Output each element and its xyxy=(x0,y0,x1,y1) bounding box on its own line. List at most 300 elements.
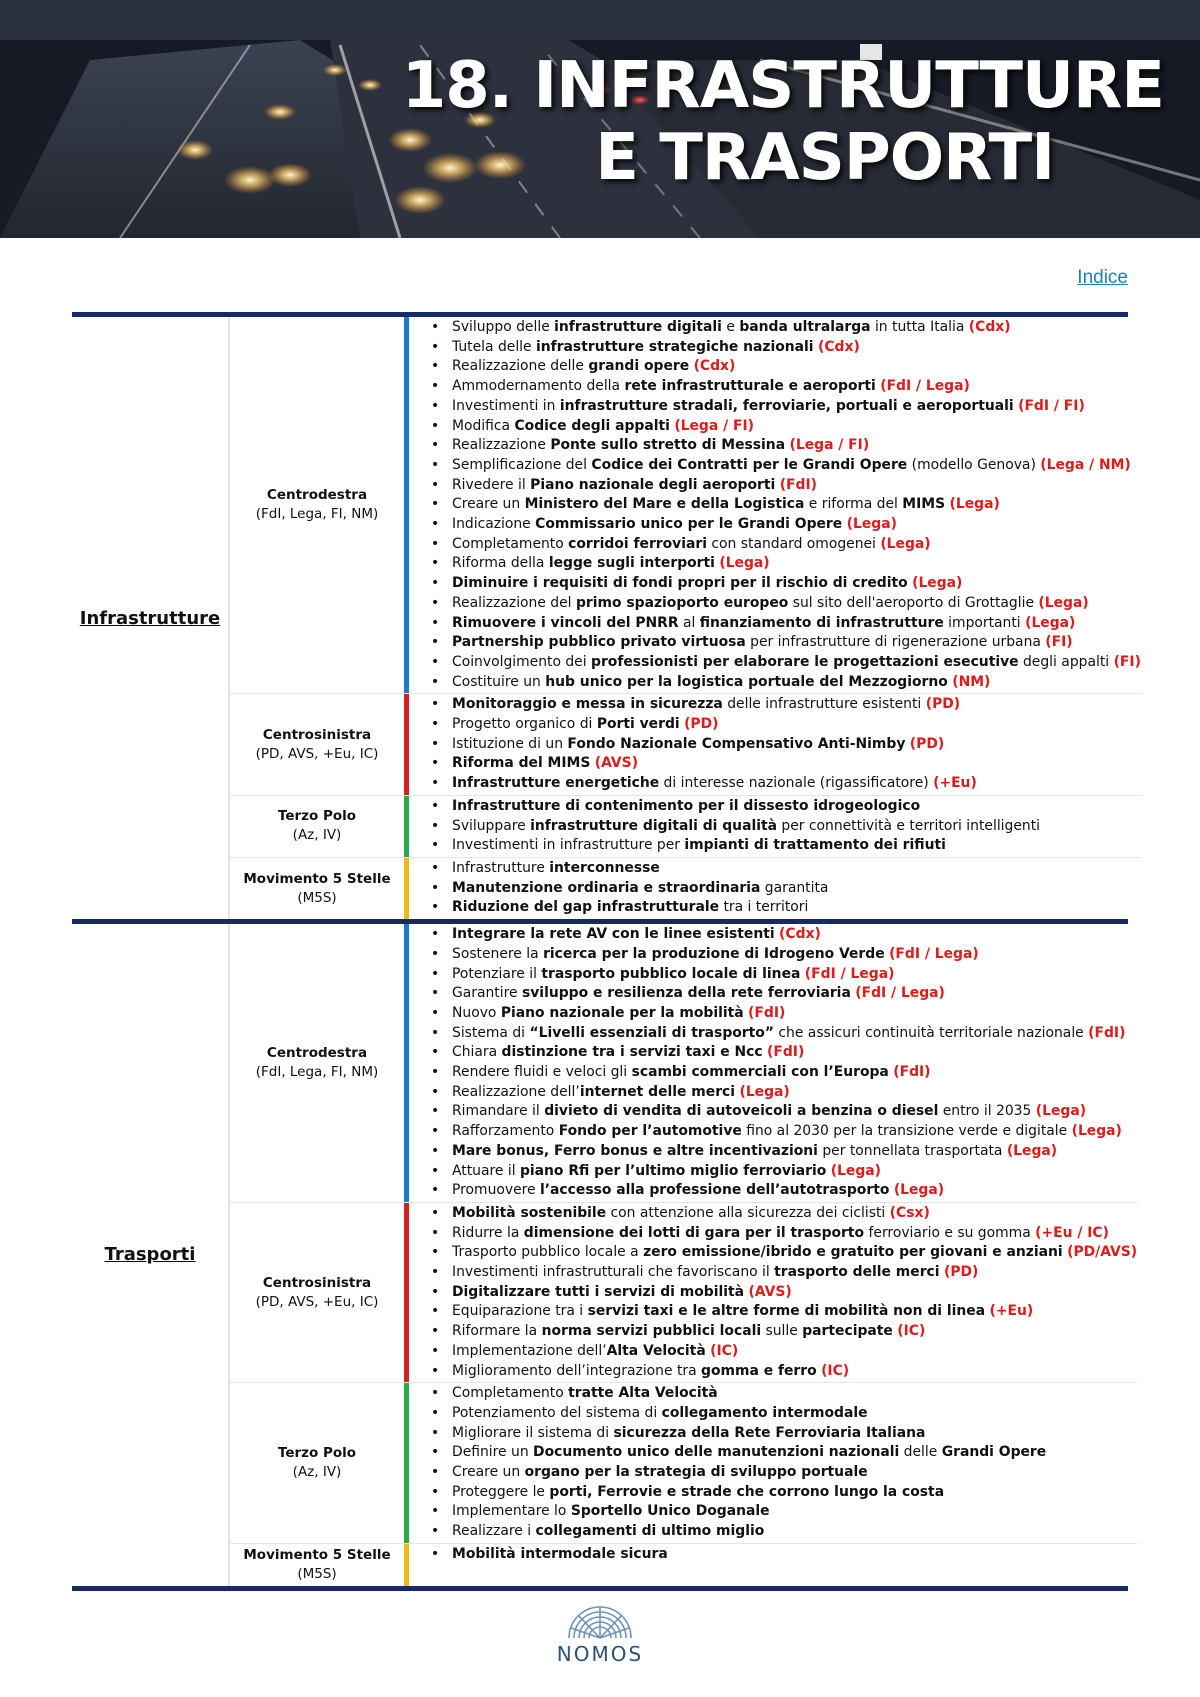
coalition-members: (FdI, Lega, FI, NM) xyxy=(255,506,379,523)
proposal-text: Completamento xyxy=(452,1385,569,1402)
party-tag: (Lega) xyxy=(830,1162,881,1179)
proposal-item xyxy=(431,1162,1137,1182)
party-tag: (FdI) xyxy=(893,1064,931,1081)
proposal-item xyxy=(431,1322,1137,1342)
proposal-item xyxy=(431,1362,1137,1382)
coalition-name: Centrodestra xyxy=(266,487,368,504)
proposal-text: sulle xyxy=(761,1323,803,1340)
proposal-text: con attenzione alla sicurezza dei ciclisti xyxy=(606,1204,890,1221)
coalition-group xyxy=(230,858,1141,919)
proposal-text: e riforma del xyxy=(804,496,903,513)
party-tag: (Lega / FI) xyxy=(789,437,870,454)
coalition-group xyxy=(230,1383,1137,1544)
coalition-name: Movimento 5 Stelle xyxy=(243,1546,391,1563)
proposal-bold-text: Riduzione del gap infrastrutturale xyxy=(452,899,720,916)
party-tag: (FdI / Lega) xyxy=(880,378,970,395)
section-label: Trasporti xyxy=(72,924,230,1586)
proposal-bold-text: Codice degli appalti xyxy=(514,417,670,434)
party-tag: (Lega) xyxy=(912,575,963,592)
proposal-text: Sviluppo delle xyxy=(452,319,555,335)
party-tag: (Lega) xyxy=(880,535,931,552)
proposal-text: Modifica xyxy=(452,417,515,434)
proposal-text: Costituire un xyxy=(452,673,546,690)
proposal-bold-text: finanziamento di infrastrutture xyxy=(699,614,944,631)
proposal-item xyxy=(431,1181,1137,1201)
proposal-item xyxy=(431,594,1141,614)
party-tag: (Lega) xyxy=(1038,594,1089,611)
proposal-bold-text: Manutenzione ordinaria e straordinaria xyxy=(452,879,761,896)
party-tag: (FdI) xyxy=(1088,1024,1126,1041)
proposal-item xyxy=(431,1443,1137,1463)
proposal-text: Realizzazione delle xyxy=(452,358,589,375)
party-tag: (IC) xyxy=(710,1342,739,1359)
party-tag: (Lega / NM) xyxy=(1040,456,1131,473)
title-line-2: E TRASPORTI xyxy=(595,121,1054,195)
party-tag: (Lega) xyxy=(1071,1123,1122,1140)
proposal-item xyxy=(431,1263,1137,1283)
proposal-bold-text: Ponte sullo stretto di Messina xyxy=(550,437,786,454)
proposal-text: Realizzazione del xyxy=(452,594,576,611)
proposal-text: entro il 2035 xyxy=(938,1103,1036,1120)
proposal-text: Semplificazione del xyxy=(452,456,592,473)
proposal-bold-text: zero emissione/ibrido e gratuito per giovani e anziani xyxy=(643,1244,1063,1261)
proposal-bold-text: legge sugli interporti xyxy=(548,555,715,572)
proposal-text: Implementare lo xyxy=(452,1503,571,1520)
proposal-text: Rafforzamento xyxy=(452,1123,559,1140)
page-title xyxy=(402,50,1164,194)
proposal-bold-text: Alta Velocità xyxy=(606,1342,706,1359)
proposal-item xyxy=(431,456,1141,476)
proposal-item xyxy=(431,633,1141,653)
proposal-bold-text: Monitoraggio e messa in sicurezza xyxy=(452,696,723,713)
party-tag: (Lega) xyxy=(719,555,770,572)
proposal-item xyxy=(431,1483,1137,1503)
party-tag: (Cdx) xyxy=(968,319,1011,335)
proposal-bold-text: gomma e ferro xyxy=(701,1362,817,1379)
proposal-text: Chiara xyxy=(452,1044,502,1061)
coalition-name: Terzo Polo xyxy=(277,808,357,825)
coalition-cell xyxy=(230,1383,404,1543)
proposal-item xyxy=(431,495,1141,515)
proposal-bold-text: partecipate xyxy=(802,1323,893,1340)
proposal-text: Realizzazione xyxy=(452,437,551,454)
proposal-text: degli appalti xyxy=(1018,653,1114,670)
proposal-bold-text: grandi opere xyxy=(588,358,690,375)
proposal-item xyxy=(431,925,1137,945)
proposal-text: Ammodernamento della xyxy=(452,378,625,395)
proposal-bold-text: divieto di vendita di autoveicoli a benzina o diesel xyxy=(544,1103,939,1120)
proposal-text: Indicazione xyxy=(452,516,536,533)
proposal-item xyxy=(431,1142,1137,1162)
proposal-item xyxy=(431,1243,1137,1263)
proposal-item xyxy=(431,1102,1137,1122)
proposal-bold-text: Commissario unico per le Grandi Opere xyxy=(535,516,843,533)
proposal-text: Riforma della xyxy=(452,555,549,572)
proposal-bold-text: interconnesse xyxy=(549,859,660,876)
coalition-members: (M5S) xyxy=(297,1565,337,1582)
party-tag: (FdI / Lega) xyxy=(804,965,895,982)
proposal-bold-text: trasporto pubblico locale di linea xyxy=(541,965,801,982)
party-tag: (PD/AVS) xyxy=(1067,1244,1138,1261)
proposal-item xyxy=(431,1522,1137,1542)
section-label: Infrastrutture xyxy=(72,317,230,919)
proposal-bold-text: Grandi Opere xyxy=(941,1444,1047,1461)
proposal-text: delle infrastrutture esistenti xyxy=(722,696,926,713)
proposal-text: che assicuri continuità territoriale nazionale xyxy=(773,1024,1089,1041)
proposal-text: Definire un xyxy=(452,1444,534,1461)
proposal-list xyxy=(409,317,1141,693)
proposal-text: Rimandare il xyxy=(452,1103,545,1120)
proposal-item xyxy=(431,774,1141,794)
proposal-item xyxy=(431,1004,1137,1024)
party-tag: (IC) xyxy=(821,1362,850,1379)
proposal-list xyxy=(409,858,1141,919)
proposal-text: Investimenti infrastrutturali che favoriscano il xyxy=(452,1264,775,1281)
coalition-cell xyxy=(230,1203,404,1382)
proposal-bold-text: Mobilità sostenibile xyxy=(452,1204,607,1221)
proposal-bold-text: piano Rfi per l’ultimo miglio ferroviario xyxy=(519,1162,827,1179)
party-tag: (Lega) xyxy=(893,1182,945,1199)
coalition-cell xyxy=(230,1544,404,1586)
proposal-text: Ridurre la xyxy=(452,1224,524,1241)
party-tag: (PD) xyxy=(684,716,719,733)
proposal-item xyxy=(431,1424,1137,1444)
proposal-text: Rendere fluidi e veloci gli xyxy=(452,1064,632,1081)
proposal-item xyxy=(431,1545,1137,1565)
party-tag: (Cdx) xyxy=(779,926,821,943)
proposal-bold-text: impianti di trattamento dei rifiuti xyxy=(684,837,946,854)
proposal-item xyxy=(431,1224,1137,1244)
party-tag: (Lega) xyxy=(1025,614,1076,631)
party-tag: (Lega) xyxy=(949,496,1000,513)
proposal-bold-text: porti, Ferrovie e strade che corrono lungo la costa xyxy=(549,1483,945,1500)
party-tag: (IC) xyxy=(897,1323,926,1340)
proposal-list xyxy=(409,924,1137,1202)
proposal-item xyxy=(431,879,1141,899)
proposal-item xyxy=(431,735,1141,755)
proposal-bold-text: “Livelli essenziali di trasporto” xyxy=(529,1024,774,1041)
logo-text: NOMOS xyxy=(556,1642,644,1666)
coalition-cell xyxy=(230,858,404,919)
proposal-text: in tutta Italia xyxy=(870,319,969,335)
proposal-bold-text: trasporto delle merci xyxy=(774,1264,940,1281)
proposal-item xyxy=(431,1283,1137,1303)
coalition-members: (Az, IV) xyxy=(292,1464,342,1481)
proposal-item xyxy=(431,476,1141,496)
proposal-bold-text: collegamenti di ultimo miglio xyxy=(535,1523,765,1540)
proposal-item xyxy=(431,1043,1137,1063)
party-tag: (+Eu) xyxy=(989,1303,1034,1320)
proposal-item xyxy=(431,357,1141,377)
proposal-bold-text: Piano nazionale degli aeroporti xyxy=(530,476,776,493)
proposal-text: Creare un xyxy=(452,1464,525,1481)
proposal-item xyxy=(431,614,1141,634)
proposal-bold-text: Partnership pubblico privato virtuosa xyxy=(452,634,746,651)
proposal-bold-text: hub unico per la logistica portuale del Mezzogiorno xyxy=(545,673,948,690)
proposal-text: Trasporto pubblico locale a xyxy=(452,1244,644,1261)
proposal-bold-text: Digitalizzare tutti i servizi di mobilità xyxy=(452,1283,745,1300)
party-tag: (Lega) xyxy=(739,1083,790,1100)
proposal-item xyxy=(431,1204,1137,1224)
proposal-text: garantita xyxy=(760,879,829,896)
proposal-list xyxy=(409,694,1141,795)
party-tag: (FdI) xyxy=(767,1044,805,1061)
proposal-bold-text: Sportello Unico Doganale xyxy=(570,1503,770,1520)
proposal-bold-text: tratte Alta Velocità xyxy=(568,1385,718,1402)
proposal-item xyxy=(431,797,1141,817)
nomos-arc-icon xyxy=(565,1598,635,1640)
section-infrastrutture xyxy=(72,312,1141,919)
proposal-item xyxy=(431,673,1141,693)
proposal-item xyxy=(431,754,1141,774)
party-tag: (FI) xyxy=(1113,653,1141,670)
proposal-bold-text: Riforma del MIMS xyxy=(452,755,591,772)
proposal-bold-text: internet delle merci xyxy=(579,1083,736,1100)
proposal-bold-text: Fondo per l’automotive xyxy=(558,1123,742,1140)
proposal-text: per connettività e territori intelligenti xyxy=(776,817,1041,834)
proposal-text: Creare un xyxy=(452,496,525,513)
proposal-bold-text: organo per la strategia di sviluppo portuale xyxy=(524,1464,868,1481)
proposal-text: Potenziare il xyxy=(452,965,542,982)
proposal-item xyxy=(431,695,1141,715)
nomos-logo xyxy=(550,1598,650,1666)
proposal-text: Migliorare il sistema di xyxy=(452,1424,614,1441)
proposal-item xyxy=(431,417,1141,437)
proposal-item xyxy=(431,554,1141,574)
party-tag: (AVS) xyxy=(748,1283,792,1300)
proposal-text: al xyxy=(678,614,700,631)
coalition-name: Centrosinistra xyxy=(262,1274,372,1291)
section-trasporti xyxy=(72,919,1138,1591)
coalition-members: (PD, AVS, +Eu, IC) xyxy=(255,745,379,762)
coalition-cell xyxy=(230,924,404,1202)
proposal-item xyxy=(431,1024,1137,1044)
proposal-bold-text: servizi taxi e le altre forme di mobilità non di linea xyxy=(587,1303,986,1320)
proposal-item xyxy=(431,898,1141,918)
party-tag: (FI) xyxy=(1045,634,1073,651)
programs-table xyxy=(72,312,1141,1591)
proposal-text: Sviluppare xyxy=(452,817,531,834)
proposal-text: tra i territori xyxy=(719,899,809,916)
party-tag: (Cdx) xyxy=(818,338,860,355)
proposal-item xyxy=(431,436,1141,456)
coalition-cell xyxy=(230,317,404,693)
coalition-group xyxy=(230,1203,1137,1383)
proposal-bold-text: Porti verdi xyxy=(596,716,680,733)
proposal-text: per infrastrutture di rigenerazione urbana xyxy=(745,634,1046,651)
title-line-1: 18. INFRASTRUTTURE xyxy=(401,49,1164,123)
proposal-item xyxy=(431,984,1137,1004)
proposal-item xyxy=(431,535,1141,555)
party-tag: (FdI) xyxy=(748,1004,786,1021)
proposal-text: Rivedere il xyxy=(452,476,531,493)
proposal-bold-text: Mare bonus, Ferro bonus e altre incentivazioni xyxy=(452,1142,818,1159)
coalition-group xyxy=(230,1544,1137,1586)
proposal-bold-text: sviluppo e resilienza della rete ferroviaria xyxy=(521,985,851,1002)
party-tag: (+Eu) xyxy=(933,775,977,792)
party-tag: (Lega) xyxy=(1035,1103,1087,1120)
proposal-bold-text: ricerca per la produzione di Idrogeno Verde xyxy=(543,945,885,962)
party-tag: (+Eu / IC) xyxy=(1035,1224,1109,1241)
party-tag: (Cdx) xyxy=(693,358,736,375)
proposal-bold-text: Diminuire i requisiti di fondi propri per il rischio di credito xyxy=(452,575,908,592)
proposal-bold-text: infrastrutture digitali di qualità xyxy=(530,817,777,834)
proposal-bold-text: Rimuovere i vincoli del PNRR xyxy=(452,614,679,631)
proposal-list xyxy=(409,796,1141,857)
proposal-item xyxy=(431,945,1137,965)
proposal-bold-text: dimensione dei lotti di gara per il trasporto xyxy=(523,1224,865,1241)
coalition-group xyxy=(230,317,1141,694)
proposal-text: Infrastrutture xyxy=(452,859,550,876)
proposal-item xyxy=(431,1083,1137,1103)
party-tag: (FdI / Lega) xyxy=(855,985,945,1002)
proposal-text: Miglioramento dell’integrazione tra xyxy=(452,1362,702,1379)
coalition-group xyxy=(230,694,1141,796)
proposal-text: di interesse nazionale (rigassificatore) xyxy=(659,775,934,792)
proposal-bold-text: infrastrutture strategiche nazionali xyxy=(536,338,814,355)
proposal-bold-text: primo spazioporto europeo xyxy=(575,594,789,611)
proposal-bold-text: Piano nazionale per la mobilità xyxy=(500,1004,744,1021)
proposal-item xyxy=(431,338,1141,358)
party-tag: (PD) xyxy=(943,1264,979,1281)
proposal-text: Potenziamento del sistema di xyxy=(452,1404,662,1421)
proposal-text: Riformare la xyxy=(452,1323,542,1340)
proposal-item xyxy=(431,1502,1137,1522)
proposal-text: Nuovo xyxy=(452,1004,501,1021)
party-tag: (FdI) xyxy=(779,476,817,493)
proposal-item xyxy=(431,1384,1137,1404)
coalition-name: Movimento 5 Stelle xyxy=(243,870,391,887)
proposal-text: Sostenere la xyxy=(452,945,544,962)
proposal-bold-text: MIMS xyxy=(902,496,946,513)
coalition-members: (PD, AVS, +Eu, IC) xyxy=(255,1293,379,1310)
proposal-item xyxy=(431,817,1141,837)
proposal-text: Sistema di xyxy=(452,1024,530,1041)
proposal-text: fino al 2030 per la transizione verde e digitale xyxy=(741,1123,1072,1140)
proposal-text: sul sito dell'aeroporto di Grottaglie xyxy=(788,594,1039,611)
party-tag: (Lega) xyxy=(1006,1142,1058,1159)
proposal-item xyxy=(431,1063,1137,1083)
proposal-text: Coinvolgimento dei xyxy=(452,653,591,670)
proposal-text: (modello Genova) xyxy=(907,456,1041,473)
proposal-list xyxy=(409,1203,1137,1382)
party-tag: (AVS) xyxy=(594,755,639,772)
proposal-item xyxy=(431,836,1141,856)
coalition-members: (M5S) xyxy=(297,889,337,906)
party-tag: (PD) xyxy=(925,696,961,713)
proposal-text: Investimenti in xyxy=(452,397,560,414)
proposal-item xyxy=(431,397,1141,417)
proposal-item xyxy=(431,1463,1137,1483)
proposal-bold-text: professionisti per elaborare le progettazioni esecutive xyxy=(591,653,1019,670)
proposal-bold-text: banda ultralarga xyxy=(739,319,871,335)
proposal-text: con standard omogenei xyxy=(707,535,881,552)
proposal-text: Progetto organico di xyxy=(452,716,597,733)
proposal-bold-text: infrastrutture digitali xyxy=(554,319,722,335)
proposal-item xyxy=(431,1122,1137,1142)
coalition-name: Centrodestra xyxy=(266,1045,368,1062)
proposal-item xyxy=(431,1404,1137,1424)
party-tag: (Lega / FI) xyxy=(674,417,755,434)
proposal-bold-text: Ministero del Mare e della Logistica xyxy=(524,496,805,513)
coalition-cell xyxy=(230,694,404,795)
proposal-bold-text: Infrastrutture di contenimento per il dissesto idrogeologico xyxy=(452,797,921,814)
proposal-item xyxy=(431,859,1141,879)
proposal-text: Realizzare i xyxy=(452,1523,536,1540)
party-tag: (NM) xyxy=(952,673,991,690)
proposal-item xyxy=(431,515,1141,535)
proposal-text: Investimenti in infrastrutture per xyxy=(452,837,685,854)
coalition-group xyxy=(230,924,1137,1203)
proposal-bold-text: corridoi ferroviari xyxy=(568,535,707,552)
proposal-text: delle xyxy=(899,1444,942,1461)
proposal-text: Equiparazione tra i xyxy=(452,1303,588,1320)
proposal-item xyxy=(431,377,1141,397)
proposal-item xyxy=(431,574,1141,594)
proposal-text: Proteggere le xyxy=(452,1483,550,1500)
proposal-text: Promuovere xyxy=(452,1182,541,1199)
party-tag: (Csx) xyxy=(889,1204,930,1221)
coalition-members: (Az, IV) xyxy=(292,827,342,844)
proposal-bold-text: Fondo Nazionale Compensativo Anti-Nimby xyxy=(567,735,906,752)
proposal-list xyxy=(409,1544,1137,1586)
proposal-list xyxy=(409,1383,1137,1543)
proposal-bold-text: sicurezza della Rete Ferroviaria Italiana xyxy=(613,1424,926,1441)
proposal-text: importanti xyxy=(943,614,1026,631)
proposal-bold-text: distinzione tra i servizi taxi e Ncc xyxy=(501,1044,763,1061)
proposal-text: Completamento xyxy=(452,535,569,552)
coalition-group xyxy=(230,796,1141,858)
party-tag: (FdI / FI) xyxy=(1018,397,1085,414)
coalition-members: (FdI, Lega, FI, NM) xyxy=(255,1064,379,1081)
proposal-item xyxy=(431,318,1141,338)
proposal-bold-text: rete infrastrutturale e aeroporti xyxy=(624,378,876,395)
proposal-bold-text: Documento unico delle manutenzioni nazionali xyxy=(533,1444,900,1461)
proposal-item xyxy=(431,1342,1137,1362)
index-link[interactable]: Indice xyxy=(1077,267,1128,288)
proposal-text: Implementazione dell’ xyxy=(452,1342,607,1359)
party-tag: (PD) xyxy=(909,735,945,752)
proposal-item xyxy=(431,715,1141,735)
header-banner xyxy=(0,0,1200,238)
proposal-text: per tonnellata trasportata xyxy=(817,1142,1007,1159)
proposal-item xyxy=(431,1302,1137,1322)
proposal-text: Attuare il xyxy=(452,1162,520,1179)
proposal-item xyxy=(431,965,1137,985)
proposal-text: Istituzione di un xyxy=(452,735,568,752)
proposal-bold-text: collegamento intermodale xyxy=(661,1404,868,1421)
proposal-text: Realizzazione dell’ xyxy=(452,1083,580,1100)
proposal-text: ferroviario e su gomma xyxy=(864,1224,1036,1241)
proposal-bold-text: norma servizi pubblici locali xyxy=(541,1323,762,1340)
proposal-text: e xyxy=(721,319,740,335)
coalition-name: Centrosinistra xyxy=(262,726,372,743)
party-tag: (Lega) xyxy=(846,516,897,533)
proposal-bold-text: l’accesso alla professione dell’autotrasporto xyxy=(540,1182,890,1199)
proposal-bold-text: Codice dei Contratti per le Grandi Opere xyxy=(591,456,908,473)
proposal-bold-text: Integrare la rete AV con le linee esistenti xyxy=(452,926,775,943)
proposal-bold-text: Mobilità intermodale sicura xyxy=(452,1545,668,1562)
proposal-bold-text: scambi commerciali con l’Europa xyxy=(631,1064,889,1081)
proposal-bold-text: infrastrutture stradali, ferroviarie, portuali e aeroportuali xyxy=(559,397,1014,414)
party-tag: (FdI / Lega) xyxy=(889,945,979,962)
proposal-item xyxy=(431,653,1141,673)
coalition-name: Terzo Polo xyxy=(277,1445,357,1462)
coalition-cell xyxy=(230,796,404,857)
proposal-bold-text: Infrastrutture energetiche xyxy=(452,775,660,792)
proposal-text: Garantire xyxy=(452,985,522,1002)
proposal-text: Tutela delle xyxy=(452,338,537,355)
